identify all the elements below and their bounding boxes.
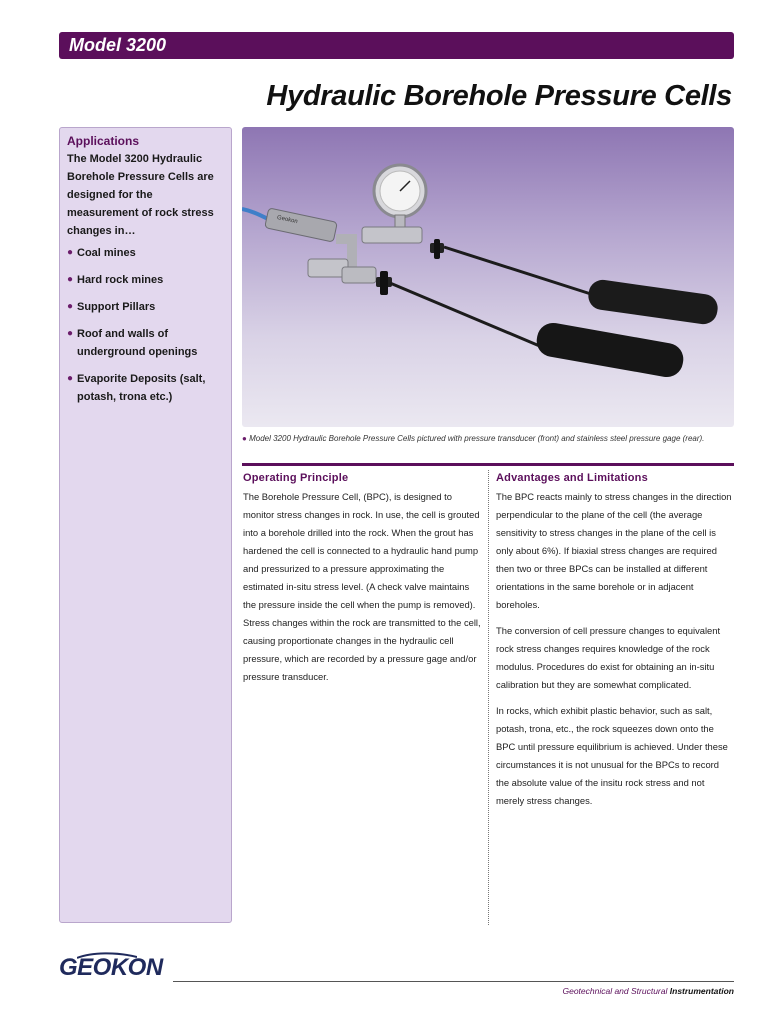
list-item: ● Evaporite Deposits (salt, potash, trona etc.) [67,370,225,406]
list-item: ● Support Pillars [67,298,225,316]
applications-list [67,244,225,406]
footer-tagline: Geotechnical and Structural Instrumentation [562,986,734,996]
list-item: ● Hard rock mines [67,271,225,289]
photo-caption: ● Model 3200 Hydraulic Borehole Pressure Cells pictured with pressure transducer (front) and stainless steel pressure gage (rear). [242,434,705,443]
bullet-icon: ● [67,274,74,285]
applications-sidebar [59,127,232,923]
section-paragraph: The BPC reacts mainly to stress changes in the direction perpendicular to the plane of the cell (the average sensitivity to stress changes in the plane of the cell is only about 6%). If biaxial stress changes are required then two or three BPCs can be installed at different orientations in the same borehole or in adjacent boreholes. [496,491,732,610]
footer [59,950,734,996]
bullet-icon: ● [67,247,74,258]
list-item: ● Coal mines [67,244,225,262]
bullet-icon: ● [242,434,247,443]
operating-principle-section [243,472,481,694]
applications-heading: Applications [67,134,140,148]
company-logo: GEOKON [59,954,163,981]
svg-text:Geokon: Geokon [276,214,299,226]
section-text: The Borehole Pressure Cell, (BPC), is designed to monitor stress changes in rock. In use, the cell is grouted into a borehole drilled into the rock. When the grout has hardened the cell is connected to a hydraulic hand pump and pressurized to a pressure approximating the estimated in-situ stress level. (A check valve maintains the pressure inside the cell when the pump is removed). Stress changes within the rock are transmitted to the cell, causing proportionate changes in the hydraulic cell pressure, which are recorded by a pressure gage and/or pressure transducer. [243,491,481,682]
footer-rule [173,981,734,982]
section-rule [242,463,734,466]
list-item: ● Roof and walls of underground openings [67,325,225,361]
advantages-section [496,472,734,818]
model-bar [59,32,734,59]
section-paragraph: The conversion of cell pressure changes to equivalent rock stress changes requires knowledge of the rock modulus. Procedures do exist for obtaining an in-situ calibration but they are somewhat complicated. [496,625,721,690]
section-heading: Advantages and Limitations [496,472,648,484]
bullet-icon: ● [67,328,74,339]
page-title: Hydraulic Borehole Pressure Cells [266,80,732,112]
section-heading: Operating Principle [243,472,349,484]
pressure-cells-illustration [242,127,734,427]
bullet-icon: ● [67,373,74,384]
applications-intro: The Model 3200 Hydraulic Borehole Pressure Cells are designed for the measurement of rock stress changes in… [67,153,214,237]
section-paragraph: In rocks, which exhibit plastic behavior, such as salt, potash, trona, etc., the rock squeezes down onto the BPC until pressure equilibrium is achieved. Under these circumstances it is not unusual for the BPCs to record the absolute value of the insitu rock stress and not merely stress changes. [496,705,728,806]
model-label: Model 3200 [69,35,167,55]
product-photo [242,127,734,427]
column-divider [488,470,489,925]
bullet-icon: ● [67,301,74,312]
